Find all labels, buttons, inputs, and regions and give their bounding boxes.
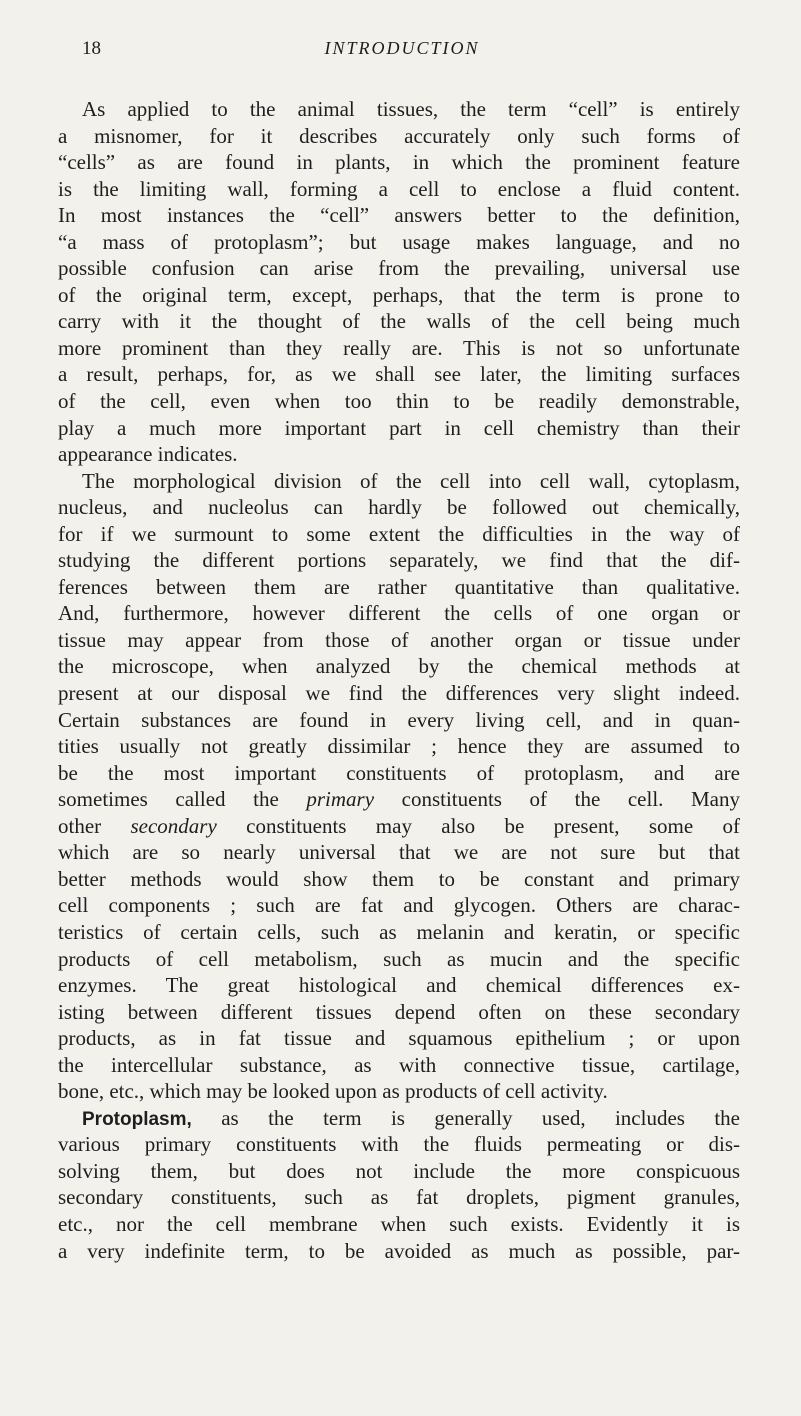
- text-line: studying the different portions separately, we find that the dif-: [58, 548, 740, 573]
- text-line: a result, perhaps, for, as we shall see later, the limiting surfaces: [58, 362, 740, 387]
- text-line: the intercellular substance, as with connective tissue, cartilage,: [58, 1052, 740, 1077]
- text-line: ferences between them are rather quantitative than qualitative.: [58, 574, 740, 599]
- paragraph-1: [58, 96, 740, 468]
- page-header: [82, 38, 722, 68]
- text-fragment: constituents may also be present, some of: [216, 813, 740, 838]
- text-line: In most instances the “cell” answers better to the definition,: [58, 203, 740, 228]
- text-line: more prominent than they really are. This is not so unfortunate: [58, 335, 740, 360]
- text-line: nucleus, and nucleolus can hardly be followed out chemically,: [58, 495, 740, 520]
- text-line: etc., nor the cell membrane when such exists. Evidently it is: [58, 1211, 740, 1236]
- text-line: enzymes. The great histological and chemical differences ex-: [58, 973, 740, 998]
- text-line: possible confusion can arise from the prevailing, universal use: [58, 256, 740, 281]
- text-line-secondary: [58, 813, 740, 840]
- text-line: products of cell metabolism, such as mucin and the specific: [58, 946, 740, 971]
- paragraph-3: [58, 1105, 740, 1264]
- text-line: teristics of certain cells, such as melanin and keratin, or specific: [58, 919, 740, 944]
- text-line: isting between different tissues depend often on these secondary: [58, 999, 740, 1024]
- text-fragment: constituents of the cell. Many: [374, 787, 740, 812]
- text-line: is the limiting wall, forming a cell to enclose a fluid content.: [58, 176, 740, 201]
- text-line: play a much more important part in cell chemistry than their: [58, 415, 740, 440]
- section-term-protoplasm: Protoplasm,: [82, 1108, 192, 1130]
- text-line: of the original term, except, perhaps, that the term is prone to: [58, 282, 740, 307]
- text-line: present at our disposal we find the differences very slight indeed.: [58, 681, 740, 706]
- text-line: carry with it the thought of the walls of the cell being much: [58, 309, 740, 334]
- text-line: tissue may appear from those of another organ or tissue under: [58, 627, 740, 652]
- text-line: a very indefinite term, to be avoided as much as possible, par-: [58, 1238, 740, 1263]
- text-line: secondary constituents, such as fat droplets, pigment granules,: [58, 1185, 740, 1210]
- text-line: As applied to the animal tissues, the term “cell” is entirely: [82, 97, 740, 121]
- text-line: for if we surmount to some extent the difficulties in the way of: [58, 521, 740, 546]
- text-line: “a mass of protoplasm”; but usage makes language, and no: [58, 229, 740, 254]
- text-line-term: [58, 1105, 740, 1132]
- text-line: be the most important constituents of protoplasm, and are: [58, 760, 740, 785]
- text-line: the microscope, when analyzed by the chemical methods at: [58, 654, 740, 679]
- text-line: bone, etc., which may be looked upon as products of cell activity.: [58, 1079, 608, 1104]
- italic-term-primary: primary: [306, 787, 375, 812]
- running-head: INTRODUCTION: [324, 38, 480, 58]
- text-line: And, furthermore, however different the cells of one organ or: [58, 601, 740, 626]
- text-line: a misnomer, for it describes accurately only such forms of: [58, 123, 740, 148]
- text-line: of the cell, even when too thin to be readily demonstrable,: [58, 389, 740, 414]
- body-text: [58, 96, 740, 1264]
- text-line: “cells” as are found in plants, in which the prominent feature: [58, 150, 740, 175]
- text-line: The morphological division of the cell into cell wall, cytoplasm,: [82, 468, 740, 493]
- page-number: 18: [82, 38, 101, 59]
- text-line: Certain substances are found in every living cell, and in quan-: [58, 707, 740, 732]
- text-line: cell components ; such are fat and glycogen. Others are charac-: [58, 893, 740, 918]
- text-line: products, as in fat tissue and squamous epithelium ; or upon: [58, 1026, 740, 1051]
- text-fragment: sometimes called the: [58, 787, 307, 812]
- text-fragment: as the term is generally used, includes the: [191, 1105, 740, 1130]
- text-fragment: other: [58, 813, 131, 838]
- paragraph-2: [58, 468, 740, 1105]
- italic-term-secondary: secondary: [130, 813, 217, 838]
- text-line-primary: [58, 786, 740, 813]
- text-line: which are so nearly universal that we are not sure but that: [58, 840, 740, 865]
- text-line: appearance indicates.: [58, 442, 238, 467]
- text-line: tities usually not greatly dissimilar ; hence they are assumed to: [58, 734, 740, 759]
- text-line: solving them, but does not include the more conspicuous: [58, 1158, 740, 1183]
- text-line: better methods would show them to be constant and primary: [58, 866, 740, 891]
- text-line: various primary constituents with the fluids permeating or dis-: [58, 1132, 740, 1157]
